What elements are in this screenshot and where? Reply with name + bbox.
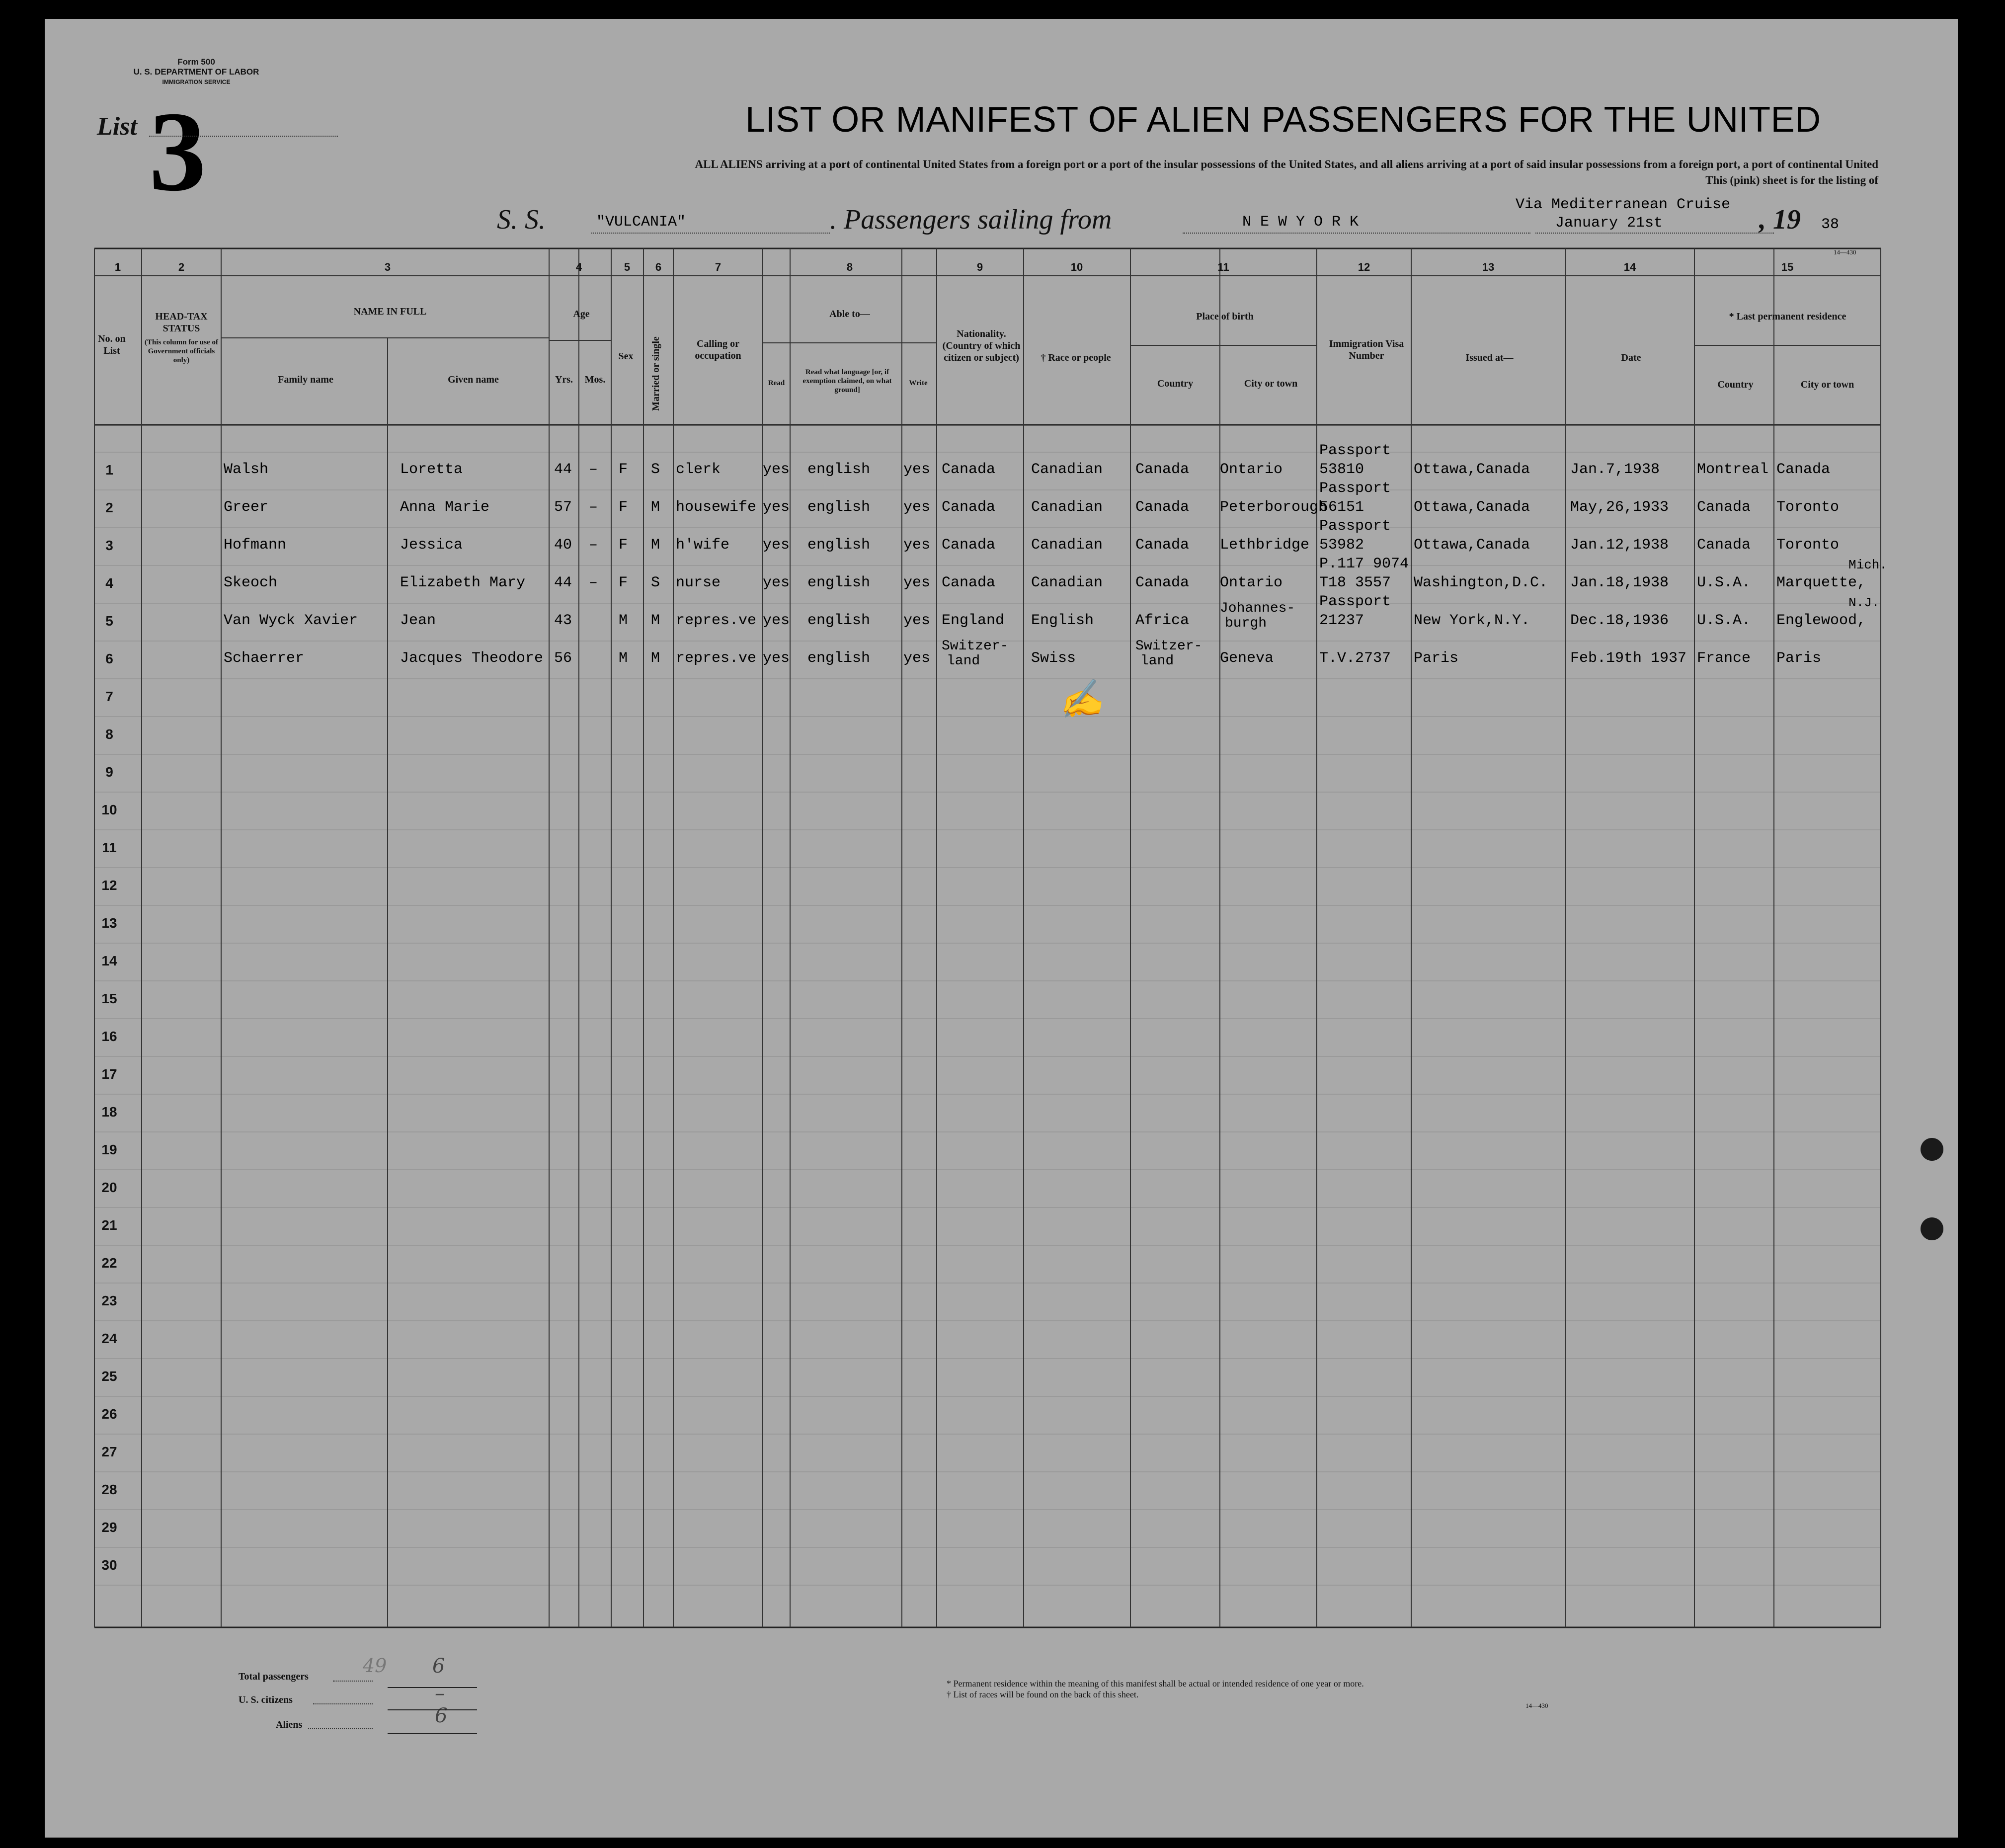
residence-city-cell: Paris bbox=[1776, 650, 1822, 667]
header-name-in-full: NAME IN FULL bbox=[353, 306, 427, 317]
birth-city-cell: Johannes- burgh bbox=[1220, 601, 1295, 631]
column-number: 15 bbox=[1781, 261, 1794, 273]
write-cell: yes bbox=[903, 461, 931, 478]
ship-name: "VULCANIA" bbox=[596, 214, 686, 231]
given-name-cell: Loretta bbox=[400, 461, 463, 478]
row-number: 9 bbox=[105, 764, 113, 780]
us-citizens-value: – bbox=[435, 1682, 445, 1705]
residence-country-cell: U.S.A. bbox=[1697, 612, 1751, 629]
nationality-cell: Canada bbox=[942, 537, 996, 554]
row-number: 28 bbox=[101, 1482, 117, 1497]
age-months-cell: – bbox=[589, 461, 598, 478]
aliens-dots bbox=[308, 1728, 373, 1729]
subtitle-line-1: ALL ALIENS arriving at a port of continental United States from a foreign port or a port of the insular possessions of the United States, and all aliens arriving at a port of said insular possessions from a foreign port, a port of continental United bbox=[695, 158, 1878, 170]
row-number: 10 bbox=[101, 802, 117, 817]
aliens-underline bbox=[388, 1733, 477, 1734]
pencil-number: 49 bbox=[363, 1655, 387, 1677]
footnote-residence: * Permanent residence within the meaning of this manifest shall be actual or intended residence of one year or more. bbox=[947, 1679, 1364, 1688]
nationality-cell: Canada bbox=[942, 499, 996, 516]
column-number: 12 bbox=[1358, 261, 1370, 273]
marital-status-cell: S bbox=[651, 461, 660, 478]
row-number: 25 bbox=[101, 1368, 117, 1384]
row-number: 16 bbox=[101, 1029, 117, 1044]
header-head-tax-note: (This column for use of Government officials only) bbox=[144, 338, 219, 364]
row-number: 21 bbox=[101, 1217, 117, 1233]
family-name-cell: Skeoch bbox=[224, 574, 278, 591]
visa-number-cell: 56151 bbox=[1319, 499, 1364, 516]
column-number: 13 bbox=[1482, 261, 1495, 273]
age-years-cell: 57 bbox=[554, 499, 572, 516]
column-number: 10 bbox=[1070, 261, 1083, 273]
language-cell: english bbox=[807, 499, 871, 516]
read-cell: yes bbox=[763, 650, 790, 667]
row-number: 26 bbox=[101, 1406, 117, 1422]
row-number: 11 bbox=[102, 840, 117, 855]
given-name-cell: Anna Marie bbox=[400, 499, 490, 516]
occupation-cell: clerk bbox=[676, 461, 721, 478]
write-cell: yes bbox=[903, 537, 931, 554]
header-place-of-birth: Place of birth bbox=[1196, 311, 1254, 322]
occupation-cell: nurse bbox=[676, 574, 721, 591]
race-cell: Canadian bbox=[1031, 461, 1103, 478]
departure-port: N E W Y O R K bbox=[1242, 214, 1359, 231]
sex-cell: M bbox=[619, 612, 628, 629]
column-number: 14 bbox=[1623, 261, 1636, 273]
row-number: 15 bbox=[101, 991, 117, 1006]
residence-country-cell: Montreal bbox=[1697, 461, 1769, 478]
issue-date-cell: Jan.7,1938 bbox=[1570, 461, 1660, 478]
column-number: 8 bbox=[846, 261, 853, 273]
row-number: 1 bbox=[105, 462, 113, 478]
sex-cell: F bbox=[619, 574, 628, 591]
marital-status-cell: M bbox=[651, 499, 660, 516]
header-married: Married or single bbox=[650, 336, 661, 411]
total-passengers-label: Total passengers bbox=[239, 1671, 309, 1682]
issue-date-cell: May,26,1933 bbox=[1570, 499, 1669, 516]
header-family-name: Family name bbox=[278, 374, 333, 385]
age-years-cell: 44 bbox=[554, 574, 572, 591]
visa-number-cell: 53982 bbox=[1319, 537, 1364, 554]
family-name-cell: Walsh bbox=[224, 461, 269, 478]
citizens-dots bbox=[313, 1703, 373, 1704]
sex-cell: F bbox=[619, 537, 628, 554]
residence-state-cell: N.J. bbox=[1848, 595, 1880, 610]
row-number: 8 bbox=[105, 726, 113, 742]
list-number: 3 bbox=[149, 88, 206, 215]
row-number: 18 bbox=[101, 1104, 117, 1120]
residence-city-cell: Englewood, bbox=[1776, 612, 1866, 629]
visa-number-cell: 21237 bbox=[1319, 612, 1364, 629]
read-cell: yes bbox=[763, 537, 790, 554]
visa-type-cell: Passport bbox=[1319, 442, 1391, 459]
issued-at-cell: Washington,D.C. bbox=[1414, 574, 1548, 591]
header-years: Yrs. bbox=[555, 374, 573, 385]
family-name-cell: Hofmann bbox=[224, 537, 287, 554]
form-ref-bottom: 14—430 bbox=[1525, 1702, 1548, 1709]
race-cell: Canadian bbox=[1031, 574, 1103, 591]
residence-city-cell: Marquette, bbox=[1776, 574, 1866, 591]
row-number: 7 bbox=[105, 689, 113, 704]
row-number: 20 bbox=[101, 1180, 117, 1195]
header-given-name: Given name bbox=[448, 374, 499, 385]
column-number: 2 bbox=[178, 261, 185, 273]
header-age: Age bbox=[573, 309, 590, 320]
header-calling: Calling or occupation bbox=[695, 338, 741, 361]
race-cell: English bbox=[1031, 612, 1094, 629]
year-prefix: , 19 bbox=[1759, 204, 1801, 235]
residence-state-cell: Mich. bbox=[1848, 558, 1888, 572]
issued-at-cell: Paris bbox=[1414, 650, 1459, 667]
sex-cell: F bbox=[619, 461, 628, 478]
language-cell: english bbox=[807, 537, 871, 554]
age-years-cell: 44 bbox=[554, 461, 572, 478]
row-number: 17 bbox=[101, 1066, 117, 1082]
total-dots bbox=[333, 1681, 373, 1682]
us-citizens-label: U. S. citizens bbox=[239, 1694, 293, 1705]
visa-number-cell: T.V.2737 bbox=[1319, 650, 1391, 667]
department-name: U. S. DEPARTMENT OF LABOR bbox=[133, 67, 259, 77]
age-months-cell: – bbox=[589, 499, 598, 516]
read-cell: yes bbox=[763, 461, 790, 478]
header-read: Read bbox=[768, 379, 785, 387]
year-suffix: 38 bbox=[1821, 216, 1840, 233]
residence-country-cell: Canada bbox=[1697, 537, 1751, 554]
row-number: 12 bbox=[101, 878, 117, 893]
language-cell: english bbox=[807, 612, 871, 629]
read-cell: yes bbox=[763, 574, 790, 591]
age-years-cell: 40 bbox=[554, 537, 572, 554]
issue-date-cell: Jan.18,1938 bbox=[1570, 574, 1669, 591]
row-number: 19 bbox=[101, 1142, 117, 1157]
birth-city-cell: Peterborough bbox=[1220, 499, 1328, 516]
race-cell: Canadian bbox=[1031, 499, 1103, 516]
issued-at-cell: Ottawa,Canada bbox=[1414, 461, 1530, 478]
sex-cell: F bbox=[619, 499, 628, 516]
row-number: 14 bbox=[101, 953, 117, 968]
occupation-cell: housewife bbox=[676, 499, 757, 516]
column-number: 6 bbox=[655, 261, 662, 273]
occupation-cell: h'wife bbox=[676, 537, 730, 554]
column-number: 5 bbox=[624, 261, 631, 273]
birth-country-cell: Canada bbox=[1135, 461, 1190, 478]
birth-country-cell: Canada bbox=[1135, 537, 1190, 554]
binder-hole-1 bbox=[1921, 1138, 1943, 1161]
write-cell: yes bbox=[903, 574, 931, 591]
header-race: † Race or people bbox=[1041, 352, 1111, 363]
birth-city-cell: Ontario bbox=[1220, 461, 1283, 478]
column-number: 1 bbox=[114, 261, 121, 273]
marital-status-cell: M bbox=[651, 650, 660, 667]
nationality-cell: Switzer- land bbox=[942, 639, 1009, 669]
age-months-cell: – bbox=[589, 537, 598, 554]
service-name: IMMIGRATION SERVICE bbox=[162, 79, 231, 85]
ss-label: S. S. bbox=[497, 204, 546, 235]
row-number: 22 bbox=[101, 1255, 117, 1271]
given-name-cell: Jessica bbox=[400, 537, 463, 554]
nationality-cell: England bbox=[942, 612, 1005, 629]
sailing-date: January 21st bbox=[1555, 215, 1663, 232]
form-number: Form 500 bbox=[177, 57, 215, 67]
column-number: 4 bbox=[575, 261, 582, 273]
family-name-cell: Van Wyck Xavier bbox=[224, 612, 358, 629]
residence-country-cell: U.S.A. bbox=[1697, 574, 1751, 591]
birth-country-cell: Canada bbox=[1135, 574, 1190, 591]
header-residence-country: Country bbox=[1717, 379, 1754, 390]
column-number: 3 bbox=[384, 261, 391, 273]
nationality-cell: Canada bbox=[942, 574, 996, 591]
residence-city-cell: Canada bbox=[1776, 461, 1831, 478]
header-visa: Immigration Visa Number bbox=[1329, 338, 1404, 361]
birth-country-cell: Switzer- land bbox=[1135, 639, 1203, 669]
sex-cell: M bbox=[619, 650, 628, 667]
header-residence-city: City or town bbox=[1800, 379, 1854, 390]
race-cell: Canadian bbox=[1031, 537, 1103, 554]
total-passengers-value: 6 bbox=[432, 1655, 445, 1678]
visa-type-cell: Passport bbox=[1319, 518, 1391, 535]
issued-at-cell: Ottawa,Canada bbox=[1414, 499, 1530, 516]
family-name-cell: Greer bbox=[224, 499, 269, 516]
subtitle-line-2: This (pink) sheet is for the listing of bbox=[1705, 174, 1878, 186]
row-number: 27 bbox=[101, 1444, 117, 1459]
list-label: List bbox=[97, 112, 137, 141]
residence-city-cell: Toronto bbox=[1776, 537, 1840, 554]
header-no-on-list: No. on List bbox=[98, 333, 126, 356]
residence-country-cell: Canada bbox=[1697, 499, 1751, 516]
header-last-residence: * Last permanent residence bbox=[1729, 311, 1846, 322]
header-date: Date bbox=[1621, 352, 1641, 363]
write-cell: yes bbox=[903, 650, 931, 667]
birth-country-cell: Africa bbox=[1135, 612, 1190, 629]
language-cell: english bbox=[807, 574, 871, 591]
header-months: Mos. bbox=[584, 374, 606, 385]
issued-at-cell: Ottawa,Canada bbox=[1414, 537, 1530, 554]
issue-date-cell: Feb.19th 1937 bbox=[1570, 650, 1687, 667]
birth-country-cell: Canada bbox=[1135, 499, 1190, 516]
header-able-to: Able to— bbox=[829, 309, 870, 320]
column-number: 9 bbox=[976, 261, 983, 273]
binder-hole-2 bbox=[1921, 1217, 1943, 1240]
row-number: 2 bbox=[105, 500, 113, 515]
row-number: 3 bbox=[105, 538, 113, 553]
footnote-races: † List of races will be found on the back of this sheet. bbox=[947, 1689, 1139, 1699]
column-number: 11 bbox=[1217, 261, 1229, 273]
header-write: Write bbox=[909, 379, 928, 387]
birth-city-cell: Ontario bbox=[1220, 574, 1283, 591]
residence-city-cell: Toronto bbox=[1776, 499, 1840, 516]
issue-date-cell: Dec.18,1936 bbox=[1570, 612, 1669, 629]
sailing-label: . Passengers sailing from bbox=[830, 204, 1112, 235]
occupation-cell: repres.ve bbox=[676, 650, 757, 667]
row-number: 13 bbox=[101, 915, 117, 931]
header-birth-country: Country bbox=[1157, 378, 1194, 389]
race-cell: Swiss bbox=[1031, 650, 1076, 667]
issue-date-cell: Jan.12,1938 bbox=[1570, 537, 1669, 554]
language-cell: english bbox=[807, 650, 871, 667]
marital-status-cell: M bbox=[651, 612, 660, 629]
row-number: 24 bbox=[101, 1331, 117, 1346]
visa-type-cell: Passport bbox=[1319, 593, 1391, 610]
total-underline bbox=[388, 1687, 477, 1688]
header-birth-city: City or town bbox=[1244, 378, 1298, 389]
header-nationality: Nationality. (Country of which citizen or subject) bbox=[942, 328, 1021, 363]
read-cell: yes bbox=[763, 499, 790, 516]
row-number: 30 bbox=[101, 1557, 117, 1573]
birth-city-cell: Lethbridge bbox=[1220, 537, 1310, 554]
given-name-cell: Jacques Theodore bbox=[400, 650, 544, 667]
row-number: 4 bbox=[105, 575, 113, 591]
header-read-language: Read what language [or, if exemption claimed, on what ground] bbox=[802, 368, 892, 394]
nationality-cell: Canada bbox=[942, 461, 996, 478]
visa-number-cell: 53810 bbox=[1319, 461, 1364, 478]
marital-status-cell: M bbox=[651, 537, 660, 554]
age-months-cell: – bbox=[589, 574, 598, 591]
visa-type-cell: Passport bbox=[1319, 480, 1391, 497]
visa-type-cell: P.117 9074 bbox=[1319, 556, 1409, 572]
header-sex: Sex bbox=[618, 351, 634, 362]
birth-city-cell: Geneva bbox=[1220, 650, 1274, 667]
row-number: 29 bbox=[101, 1520, 117, 1535]
row-number: 6 bbox=[105, 651, 113, 666]
given-name-cell: Jean bbox=[400, 612, 436, 629]
header-issued-at: Issued at— bbox=[1465, 352, 1514, 363]
occupation-cell: repres.ve bbox=[676, 612, 757, 629]
age-years-cell: 43 bbox=[554, 612, 572, 629]
write-cell: yes bbox=[903, 499, 931, 516]
handwritten-signature: ✍ bbox=[1056, 676, 1105, 723]
page-title: LIST OR MANIFEST OF ALIEN PASSENGERS FOR THE UNITED bbox=[745, 100, 1821, 140]
marital-status-cell: S bbox=[651, 574, 660, 591]
age-years-cell: 56 bbox=[554, 650, 572, 667]
header-head-tax: HEAD-TAX STATUS bbox=[155, 311, 208, 334]
read-cell: yes bbox=[763, 612, 790, 629]
visa-number-cell: T18 3557 bbox=[1319, 574, 1391, 591]
citizens-underline bbox=[388, 1709, 477, 1710]
language-cell: english bbox=[807, 461, 871, 478]
family-name-cell: Schaerrer bbox=[224, 650, 305, 667]
form-ref-top: 14—430 bbox=[1834, 248, 1856, 256]
row-number: 23 bbox=[101, 1293, 117, 1308]
row-number: 5 bbox=[105, 613, 113, 629]
column-number: 7 bbox=[715, 261, 722, 273]
given-name-cell: Elizabeth Mary bbox=[400, 574, 526, 591]
aliens-label: Aliens bbox=[276, 1719, 303, 1730]
issued-at-cell: New York,N.Y. bbox=[1414, 612, 1530, 629]
residence-country-cell: France bbox=[1697, 650, 1751, 667]
aliens-value: 6 bbox=[435, 1704, 448, 1727]
via-note: Via Mediterranean Cruise bbox=[1516, 196, 1731, 213]
write-cell: yes bbox=[903, 612, 931, 629]
